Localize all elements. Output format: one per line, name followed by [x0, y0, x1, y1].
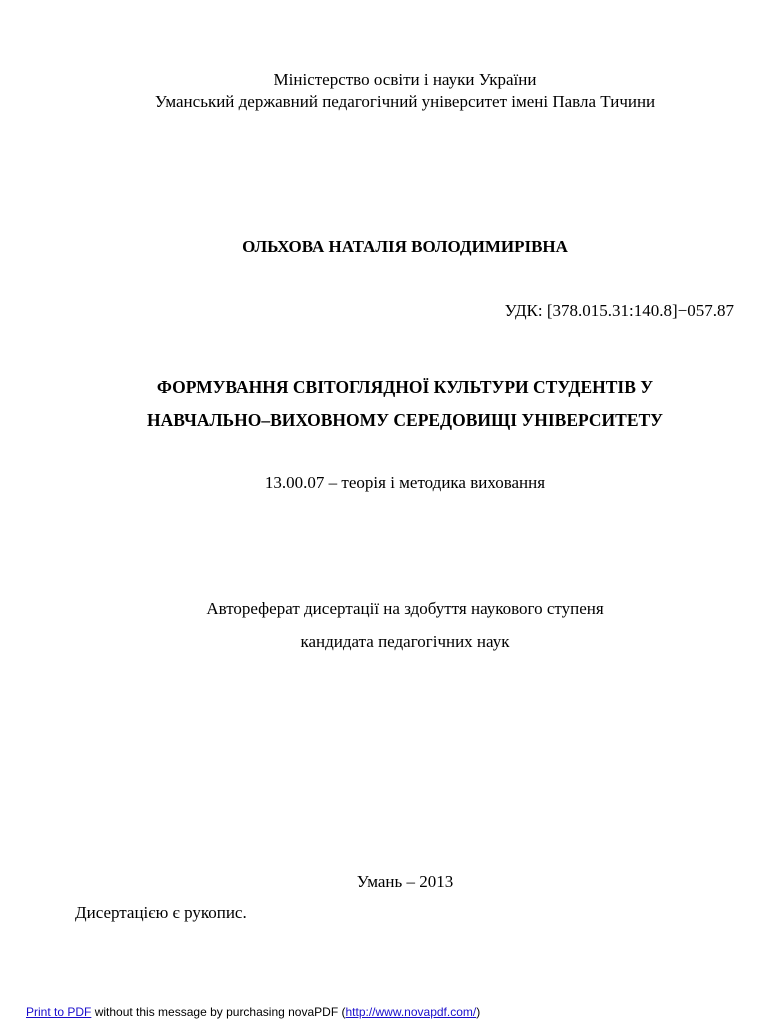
novapdf-footer	[26, 1005, 480, 1019]
novapdf-url-link[interactable]: http://www.novapdf.com/	[345, 1005, 477, 1019]
ministry-name: Міністерство освіти і науки України	[273, 70, 537, 89]
specialty-code: 13.00.07 – теорія і методика виховання	[264, 473, 546, 492]
abstract-description-line-1: Автореферат дисертації на здобуття наукового ступеня	[206, 599, 604, 618]
city-year: Умань – 2013	[356, 872, 454, 891]
author-name: ОЛЬХОВА НАТАЛІЯ ВОЛОДИМИРІВНА	[242, 237, 568, 256]
university-name: Уманський державний педагогічний університет імені Павла Тичини	[154, 92, 656, 111]
udk-code: УДК: [378.015.31:140.8]−057.87	[504, 301, 734, 320]
dissertation-title-line-2: НАВЧАЛЬНО–ВИХОВНОМУ СЕРЕДОВИЩІ УНІВЕРСИТЕТУ	[146, 410, 664, 430]
footer-end-text: )	[476, 1005, 481, 1019]
print-to-pdf-link[interactable]: Print to PDF	[26, 1005, 92, 1019]
abstract-description-line-2: кандидата педагогічних наук	[300, 632, 510, 651]
dissertation-title-line-1: ФОРМУВАННЯ СВІТОГЛЯДНОЇ КУЛЬТУРИ СТУДЕНТІВ У	[156, 377, 654, 397]
footer-middle-text: without this message by purchasing novaPDF (	[91, 1005, 346, 1019]
manuscript-note: Дисертацією є рукопис.	[75, 903, 247, 922]
